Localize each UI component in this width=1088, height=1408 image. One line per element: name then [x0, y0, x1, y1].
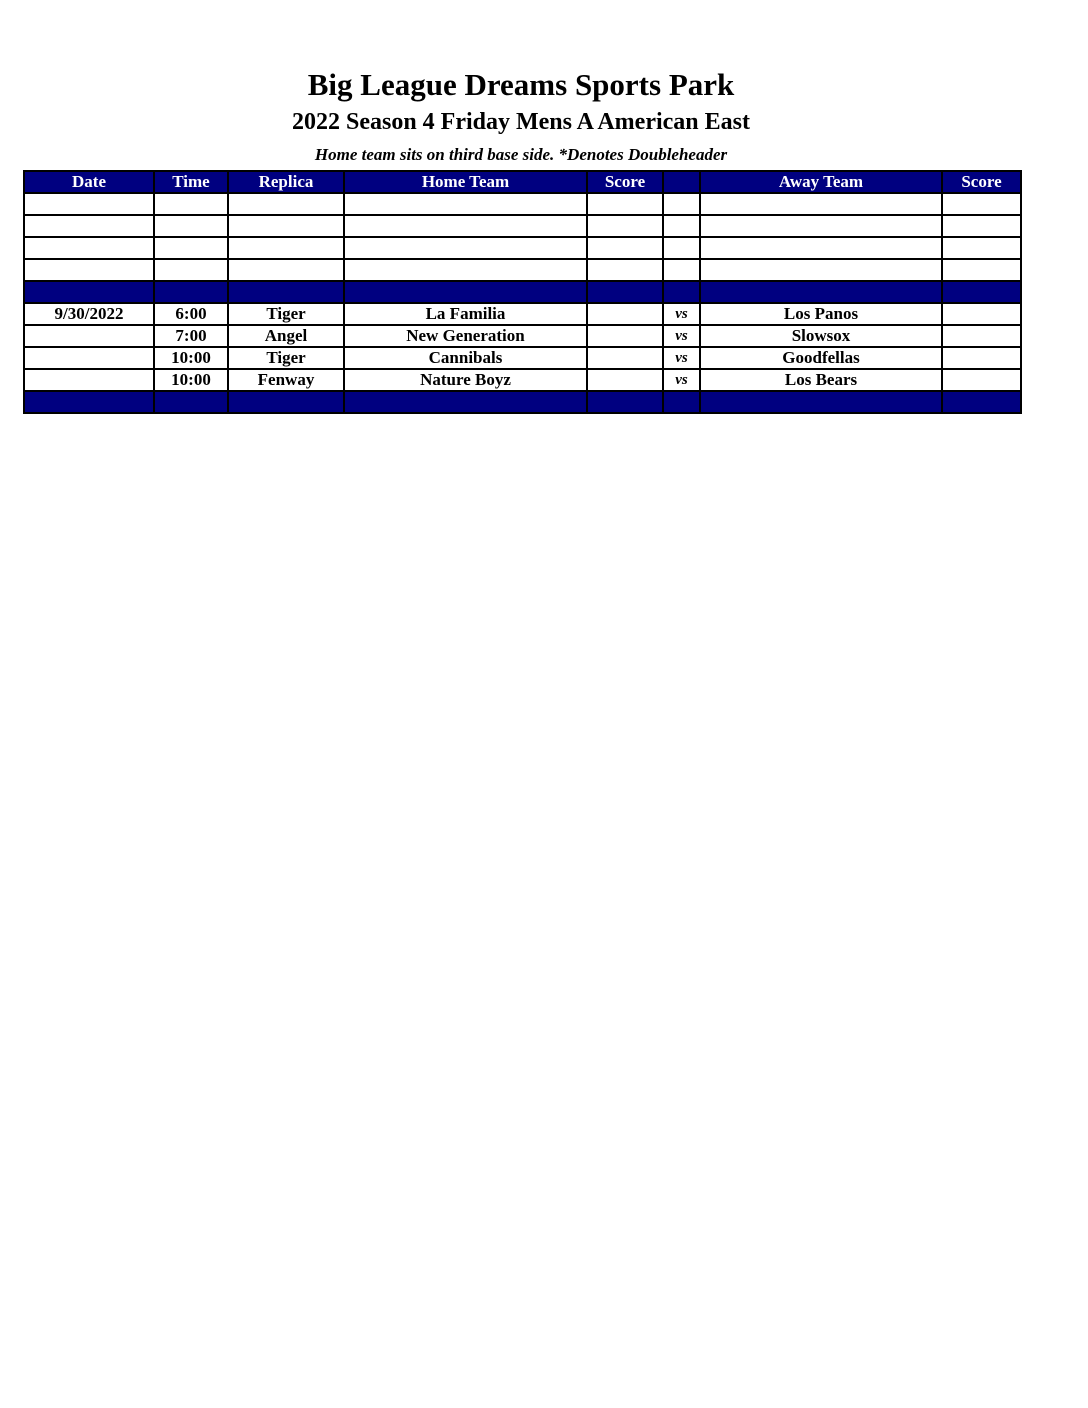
away-score	[942, 347, 1021, 369]
home-team: La Familia	[344, 303, 587, 325]
game-replica: Tiger	[228, 303, 344, 325]
divider-row	[24, 391, 1021, 413]
divider-row	[24, 281, 1021, 303]
column-header-away-score: Score	[942, 171, 1021, 193]
game-date	[24, 325, 154, 347]
column-header-home-score: Score	[587, 171, 663, 193]
away-score	[942, 325, 1021, 347]
empty-row	[24, 237, 1021, 259]
away-team: Los Panos	[700, 303, 942, 325]
table-row	[24, 347, 1021, 369]
game-date	[24, 347, 154, 369]
column-header-replica: Replica	[228, 171, 344, 193]
home-score	[587, 369, 663, 391]
game-replica: Angel	[228, 325, 344, 347]
column-header-time: Time	[154, 171, 228, 193]
vs-label: vs	[663, 303, 700, 325]
table-header-row	[24, 171, 1021, 193]
game-replica: Fenway	[228, 369, 344, 391]
away-score	[942, 369, 1021, 391]
game-date	[24, 369, 154, 391]
home-score	[587, 303, 663, 325]
away-score	[942, 303, 1021, 325]
table-row	[24, 369, 1021, 391]
table-row	[24, 303, 1021, 325]
empty-row	[24, 193, 1021, 215]
home-team: New Generation	[344, 325, 587, 347]
column-header-vs	[663, 171, 700, 193]
vs-label: vs	[663, 325, 700, 347]
game-replica: Tiger	[228, 347, 344, 369]
column-header-home-team: Home Team	[344, 171, 587, 193]
away-team: Goodfellas	[700, 347, 942, 369]
game-time: 6:00	[154, 303, 228, 325]
page-title: Big League Dreams Sports Park	[307, 67, 735, 102]
schedule-table	[23, 170, 1022, 414]
away-team: Slowsox	[700, 325, 942, 347]
empty-row	[24, 259, 1021, 281]
schedule-note: Home team sits on third base side. *Denotes Doubleheader	[314, 145, 728, 164]
column-header-away-team: Away Team	[700, 171, 942, 193]
empty-row	[24, 215, 1021, 237]
game-time: 10:00	[154, 369, 228, 391]
game-time: 10:00	[154, 347, 228, 369]
home-score	[587, 347, 663, 369]
page-subtitle: 2022 Season 4 Friday Mens A American East	[291, 109, 750, 135]
game-time: 7:00	[154, 325, 228, 347]
game-date: 9/30/2022	[24, 303, 154, 325]
column-header-date: Date	[24, 171, 154, 193]
table-row	[24, 325, 1021, 347]
vs-label: vs	[663, 347, 700, 369]
home-team: Nature Boyz	[344, 369, 587, 391]
home-team: Cannibals	[344, 347, 587, 369]
away-team: Los Bears	[700, 369, 942, 391]
vs-label: vs	[663, 369, 700, 391]
home-score	[587, 325, 663, 347]
